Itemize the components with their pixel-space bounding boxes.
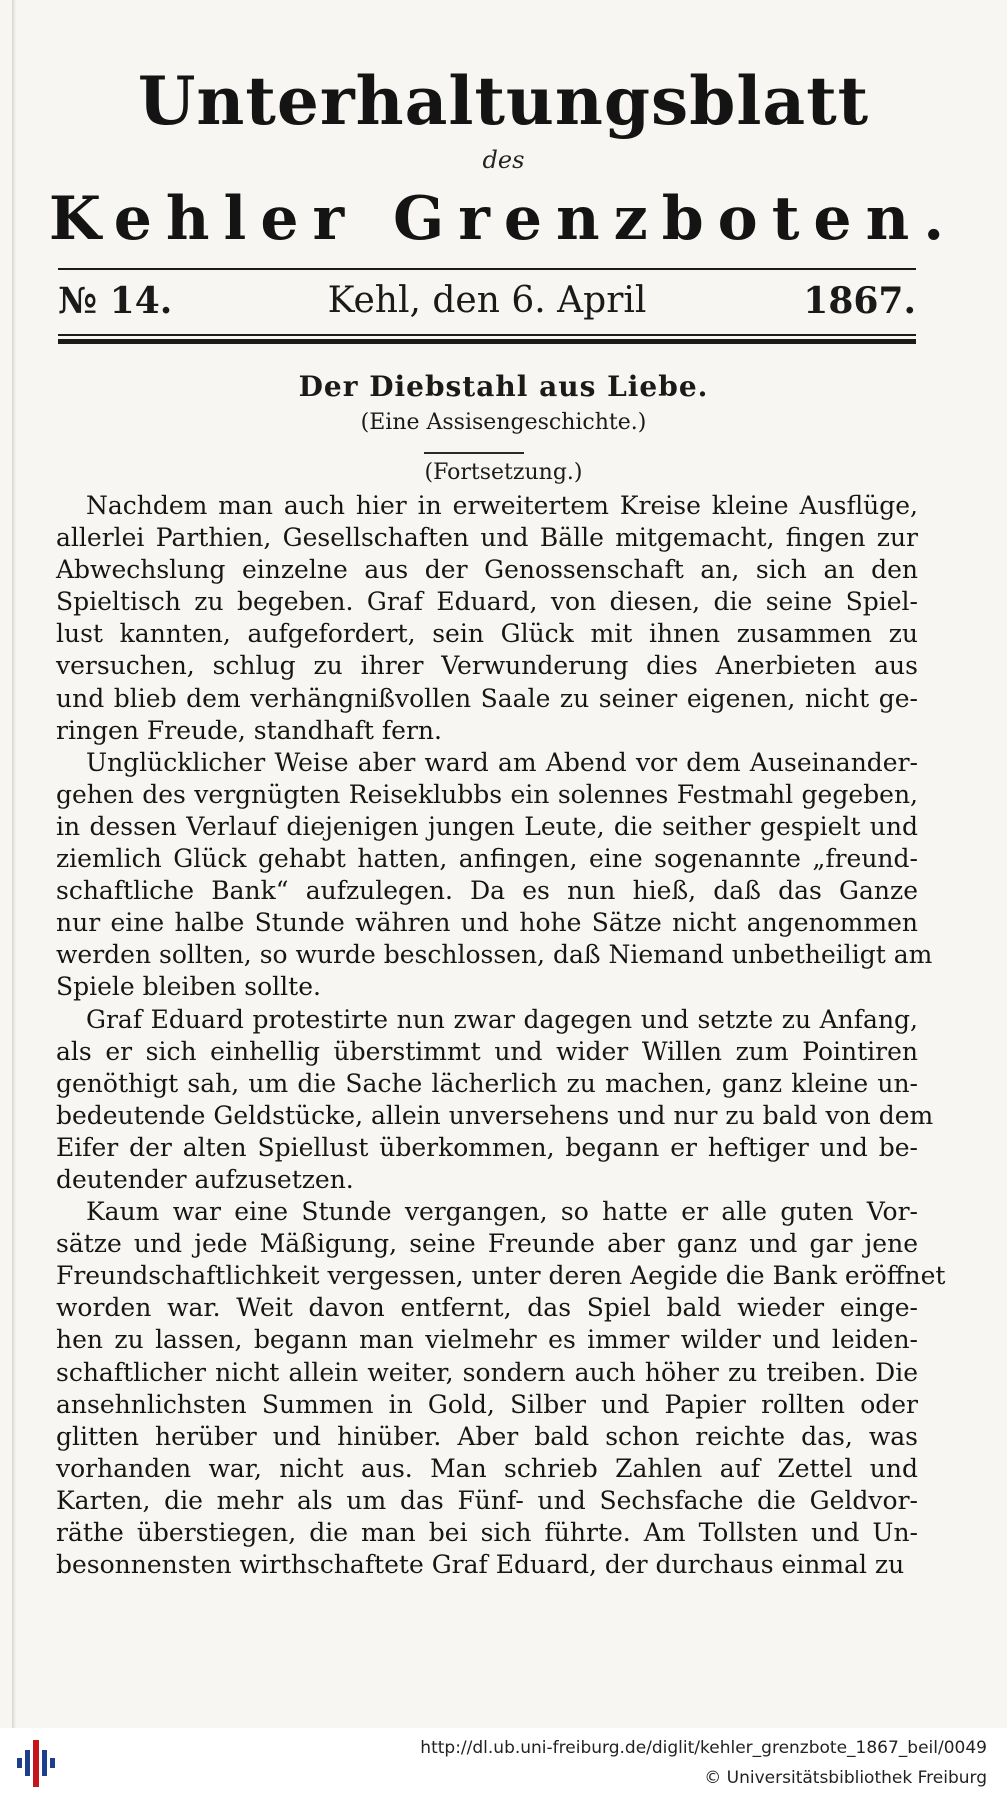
issue-number: № 14. bbox=[58, 280, 173, 322]
article-separator bbox=[424, 452, 524, 454]
article-paragraph bbox=[56, 1004, 934, 1197]
article-line: worden war. Weit davon entfernt, das Spiel bald wieder einge- bbox=[56, 1293, 918, 1323]
article-line: Unglücklicher Weise aber ward am Abend vor dem Auseinander- bbox=[86, 747, 918, 777]
article-body bbox=[56, 490, 946, 1581]
article-line: Kaum war eine Stunde vergangen, so hatte er alle guten Vor- bbox=[86, 1197, 918, 1227]
article-line: ringen Freude, standhaft fern. bbox=[56, 715, 442, 745]
article-line: Freundschaftlichkeit vergessen, unter deren Aegide die Bank eröffnet bbox=[56, 1261, 946, 1291]
issue-rule-thin bbox=[58, 334, 916, 336]
article-line: hen zu lassen, begann man vielmehr es immer wilder und leiden- bbox=[56, 1325, 918, 1355]
article-line: Graf Eduard protestirte nun zwar dagegen und setzte zu Anfang, bbox=[86, 1004, 918, 1034]
article-line: besonnensten wirthschaftete Graf Eduard, der durchaus einmal zu bbox=[56, 1550, 905, 1580]
article-line: und blieb dem verhängnißvollen Saale zu seiner eigenen, nicht ge- bbox=[56, 683, 918, 713]
article-line: schaftliche Bank“ aufzulegen. Da es nun hieß, daß das Ganze bbox=[56, 876, 918, 906]
article-line: deutender aufzusetzen. bbox=[56, 1164, 354, 1194]
article-line: Nachdem man auch hier in erweitertem Kreise kleine Ausflüge, bbox=[86, 491, 918, 520]
issue-line bbox=[58, 280, 916, 330]
footer-url[interactable]: http://dl.ub.uni-freiburg.de/diglit/kehler_grenzbote_1867_beil/0049 bbox=[420, 1738, 987, 1758]
issue-year: 1867. bbox=[803, 280, 916, 322]
masthead-connector: des bbox=[482, 146, 525, 174]
article-line: Spiele bleiben sollte. bbox=[56, 972, 321, 1002]
article-line: als er sich einhellig überstimmt und wider Willen zum Pointiren bbox=[56, 1036, 918, 1066]
article-line: werden sollten, so wurde beschlossen, daß Niemand unbetheiligt am bbox=[56, 940, 933, 970]
article-line: nur eine halbe Stunde währen und hohe Sätze nicht angenommen bbox=[56, 908, 918, 938]
article-title: Der Diebstahl aus Liebe. bbox=[298, 370, 709, 403]
article-line: Eifer der alten Spiellust überkommen, begann er heftiger und be- bbox=[56, 1132, 918, 1162]
article-continued: (Fortsetzung.) bbox=[424, 460, 583, 485]
article-line: allerlei Parthien, Gesellschaften und Bälle mitgemacht, fingen zur bbox=[56, 523, 918, 553]
issue-rule-thick bbox=[58, 339, 916, 344]
article-line: räthe überstiegen, die man bei sich führte. Am Tollsten und Un- bbox=[56, 1518, 918, 1547]
footer-copyright: © Universitätsbibliothek Freiburg bbox=[704, 1768, 987, 1788]
article-subtitle: (Eine Assisengeschichte.) bbox=[360, 410, 647, 435]
article-line: ziemlich Glück gehabt hatten, anfingen, eine sogenannte „freund- bbox=[56, 844, 918, 874]
article-line: genöthigt sah, um die Sache lächerlich zu machen, ganz kleine un- bbox=[56, 1068, 918, 1098]
article-line: glitten herüber und hinüber. Aber bald schon reichte das, was bbox=[56, 1421, 918, 1451]
footer bbox=[0, 1728, 1007, 1799]
article-line: Abwechslung einzelne aus der Genossenschaft an, sich an den bbox=[56, 555, 918, 585]
article-line: gehen des vergnügten Reiseklubbs ein solennes Festmahl gegeben, bbox=[56, 779, 918, 809]
article-paragraph bbox=[56, 1196, 946, 1581]
scan-edge bbox=[12, 0, 16, 1728]
article-line: versuchen, schlug zu ihrer Verwunderung dies Anerbieten aus bbox=[56, 651, 918, 681]
article-line: vorhanden war, nicht aus. Man schrieb Zahlen auf Zettel und bbox=[56, 1453, 918, 1483]
article-line: bedeutende Geldstücke, allein unversehens und nur zu bald von dem bbox=[56, 1100, 934, 1130]
masthead-title: Unterhaltungsblatt bbox=[137, 62, 870, 140]
article-line: lust kannten, aufgefordert, sein Glück mit ihnen zusammen zu bbox=[56, 619, 918, 649]
article-line: schaftlicher nicht allein weiter, sondern auch höher zu treiben. Die bbox=[56, 1357, 918, 1387]
article-line: sätze und jede Mäßigung, seine Freunde aber ganz und gar jene bbox=[56, 1229, 918, 1259]
article-line: Karten, die mehr als um das Fünf- und Sechsfache die Geldvor- bbox=[56, 1485, 918, 1515]
masthead-subtitle: Kehler Grenzboten. bbox=[48, 184, 959, 254]
article-line: Spieltisch zu begeben. Graf Eduard, von diesen, die seine Spiel- bbox=[56, 587, 918, 617]
issue-place-date: Kehl, den 6. April bbox=[327, 280, 647, 321]
article-line: in dessen Verlauf diejenigen jungen Leute, die seither gespielt und bbox=[56, 811, 918, 841]
masthead-rule-top bbox=[58, 268, 916, 270]
article-paragraph bbox=[56, 490, 918, 747]
library-logo-icon bbox=[14, 1736, 58, 1791]
article-line: ansehnlichsten Summen in Gold, Silber und Papier rollten oder bbox=[56, 1389, 918, 1419]
article-paragraph bbox=[56, 747, 933, 1004]
